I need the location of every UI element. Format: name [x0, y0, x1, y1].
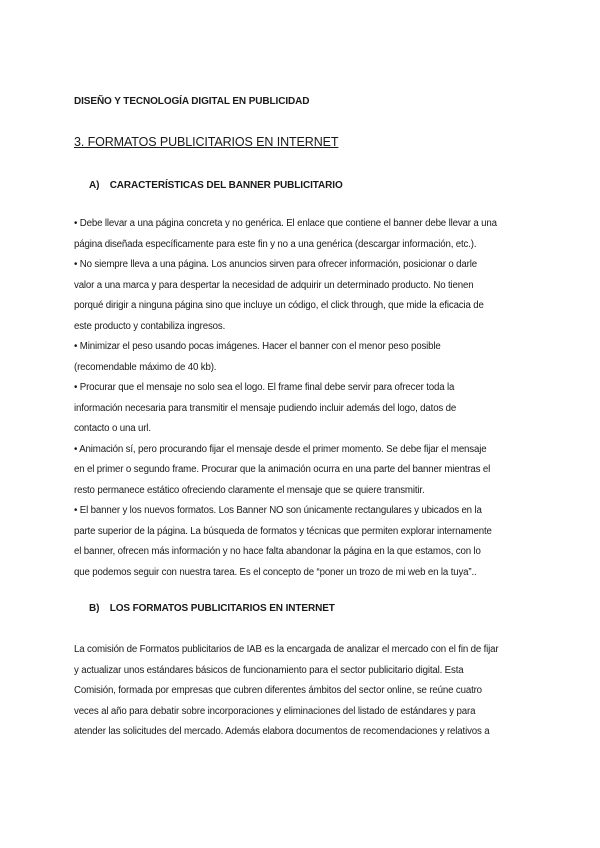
paragraph-line: • Animación sí, pero procurando fijar el mensaje desde el primer momento. Se debe fijar el mensaje: [74, 443, 487, 455]
paragraph-line: el banner, ofrecen más información y no hace falta abandonar la página en la que estamos, con lo: [74, 546, 481, 557]
paragraph-line: que podemos seguir con nuestra tarea. Es el concepto de “poner un trozo de mi web en la tuya”..: [74, 566, 477, 578]
paragraph-line: información necesaria para transmitir el mensaje pudiendo incluir además del logo, datos de: [74, 402, 457, 414]
paragraph-line: (recomendable máximo de 40 kb).: [74, 361, 217, 373]
paragraph-line: contacto o una url.: [74, 423, 151, 434]
paragraph-line: veces al año para debatir sobre incorporaciones y eliminaciones del listado de estándares y para: [74, 705, 476, 717]
subsection-b-title: LOS FORMATOS PUBLICITARIOS EN INTERNET: [109, 603, 335, 614]
paragraph-line: en el primer o segundo frame. Procurar que la animación ocurra en una parte del banner mientras el: [74, 464, 491, 475]
paragraph-line: • Procurar que el mensaje no solo sea el logo. El frame final debe servir para ofrecer toda la: [74, 382, 455, 393]
subsection-a-body: [74, 214, 534, 583]
subsection-b-letter: B): [89, 603, 100, 614]
subsection-a-title: CARACTERÍSTICAS DEL BANNER PUBLICITARIO: [109, 180, 343, 191]
paragraph-line: atender las solicitudes del mercado. Además elabora documentos de recomendaciones y relativos a: [74, 726, 490, 737]
paragraph-line: resto permanece estático ofreciendo claramente el mensaje que se quiere transmitir.: [74, 484, 425, 496]
paragraph-line: valor a una marca y para despertar la necesidad de adquirir un determinado producto. No tienen: [74, 279, 474, 291]
paragraph-line: parte superior de la página. La búsqueda de formatos y técnicas que permiten explorar internamente: [74, 525, 492, 537]
paragraph-line: • Minimizar el peso usando pocas imágenes. Hacer el banner con el menor peso posible: [74, 341, 441, 352]
section-title: 3. FORMATOS PUBLICITARIOS EN INTERNET: [74, 135, 339, 149]
subsection-b-heading: [89, 603, 335, 614]
paragraph-line: • Debe llevar a una página concreta y no genérica. El enlace que contiene el banner debe llevar a una: [74, 218, 497, 229]
paragraph-line: página diseñada específicamente para este fin y no a una genérica (descargar información, etc.).: [74, 238, 477, 250]
subsection-a-letter: A): [89, 180, 100, 191]
paragraph-line: La comisión de Formatos publicitarios de IAB es la encargada de analizar el mercado con el fin de fijar: [74, 644, 499, 655]
paragraph-line: este producto y contabiliza ingresos.: [74, 320, 226, 332]
document-header: DISEÑO Y TECNOLOGÍA DIGITAL EN PUBLICIDAD: [74, 96, 310, 107]
paragraph-line: porqué dirigir a ninguna página sino que incluye un código, el click through, que mide la eficacia de: [74, 300, 484, 311]
paragraph-line: • No siempre lleva a una página. Los anuncios sirven para ofrecer información, posicionar o darle: [74, 259, 477, 270]
subsection-a-heading: [89, 180, 343, 191]
paragraph-line: y actualizar unos estándares básicos de funcionamiento para el sector publicitario digital. Esta: [74, 664, 464, 676]
paragraph-line: • El banner y los nuevos formatos. Los Banner NO son únicamente rectangulares y ubicados en la: [74, 505, 482, 516]
paragraph-line: Comisión, formada por empresas que cubren diferentes ámbitos del sector online, se reúne cuatro: [74, 685, 482, 696]
subsection-b-body: [74, 640, 534, 743]
